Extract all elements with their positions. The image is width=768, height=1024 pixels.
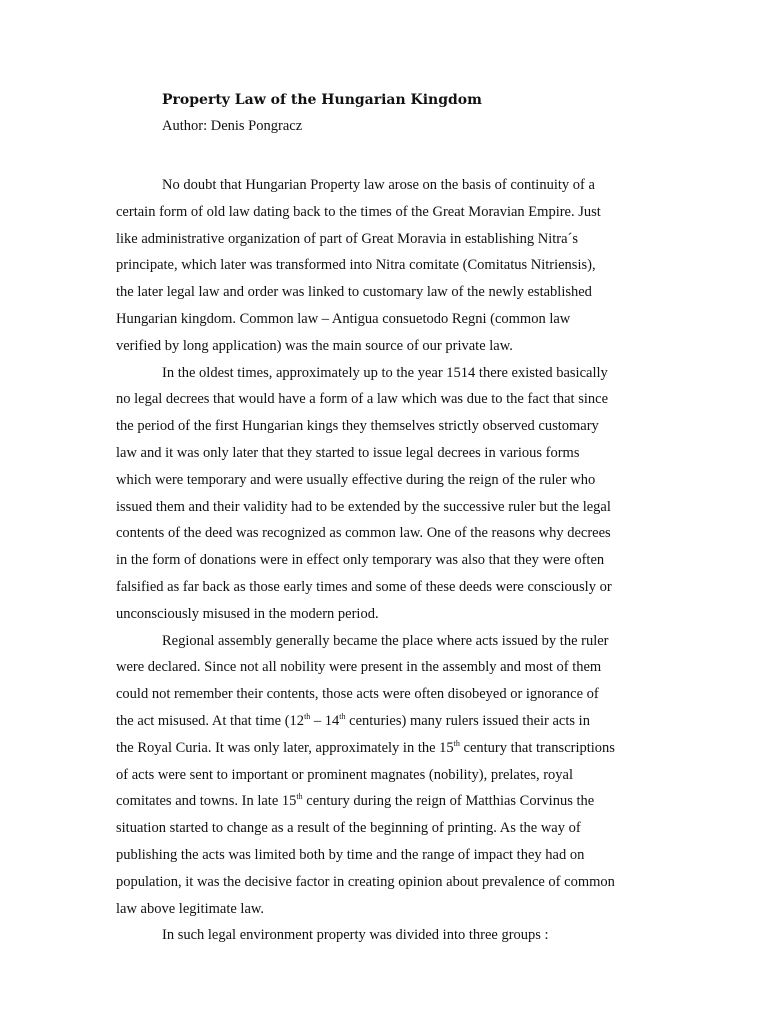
text-line — [116, 815, 656, 842]
text-line — [116, 869, 656, 896]
text-run: publishing the acts was limited both by time and the range of impact they had on — [116, 846, 585, 863]
text-run: No doubt that Hungarian Property law arose on the basis of continuity of a — [162, 177, 595, 193]
text-line — [116, 896, 656, 923]
text-run: population, it was the decisive factor in creating opinion about prevalence of common — [116, 873, 615, 890]
text-run: unconsciously misused in the modern period. — [116, 605, 379, 622]
text-line — [116, 547, 656, 574]
text-run: centuries) many rulers issued their acts in — [345, 712, 590, 729]
document-body — [116, 172, 656, 949]
text-line — [116, 601, 656, 628]
text-run: issued them and their validity had to be extended by the successive ruler but the legal — [116, 498, 611, 515]
text-run: In the oldest times, approximately up to the year 1514 there existed basically — [162, 364, 608, 381]
text-run: situation started to change as a result of the beginning of printing. As the way of — [116, 820, 581, 837]
text-run: like administrative organization of part of Great Moravia in establishing Nitra´s — [116, 230, 578, 247]
text-run: contents of the deed was recognized as common law. One of the reasons why decrees — [116, 525, 611, 542]
text-run: Hungarian kingdom. Common law – Antigua consuetodo Regni (common law — [116, 310, 571, 327]
text-line — [116, 762, 656, 789]
text-line — [116, 440, 656, 467]
text-line — [116, 306, 656, 333]
text-run: – 14 — [310, 712, 340, 729]
text-run: certain form of old law dating back to the times of the Great Moravian Empire. Just — [116, 203, 601, 220]
text-run: the period of the first Hungarian kings they themselves strictly observed customary — [116, 418, 599, 435]
text-line — [116, 922, 656, 949]
text-line — [116, 333, 656, 360]
text-run: of acts were sent to important or prominent magnates (nobility), prelates, royal — [116, 766, 574, 783]
text-run: which were temporary and were usually effective during the reign of the ruler who — [116, 471, 596, 488]
text-run: no legal decrees that would have a form of a law which was due to the fact that since — [116, 391, 609, 408]
text-run: law and it was only later that they started to issue legal decrees in various forms — [116, 444, 580, 461]
text-run: could not remember their contents, those acts were often disobeyed or ignorance of — [116, 686, 599, 703]
text-line — [116, 494, 656, 521]
text-line — [116, 708, 656, 735]
text-run: comitates and towns. In late 15 — [116, 793, 297, 810]
text-line — [116, 654, 656, 681]
text-line — [116, 360, 656, 387]
text-line — [116, 628, 656, 655]
text-run: Regional assembly generally became the place where acts issued by the ruler — [162, 632, 609, 649]
text-run: law above legitimate law. — [116, 900, 265, 917]
text-line — [116, 226, 656, 253]
document-title: Property Law of the Hungarian Kingdom — [162, 92, 482, 108]
text-run: the Royal Curia. It was only later, approximately in the 15 — [116, 739, 454, 756]
text-line — [116, 252, 656, 279]
text-run: in the form of donations were in effect only temporary was also that they were often — [116, 552, 605, 569]
text-line — [116, 574, 656, 601]
text-run: principate, which later was transformed into Nitra comitate (Comitatus Nitriensis), — [116, 257, 596, 274]
text-line — [116, 413, 656, 440]
superscript: th — [296, 792, 303, 802]
text-line — [116, 735, 656, 762]
text-line — [116, 199, 656, 226]
text-line — [116, 842, 656, 869]
text-line — [116, 520, 656, 547]
text-run: falsified as far back as those early times and some of these deeds were consciously or — [116, 578, 612, 595]
text-line — [116, 681, 656, 708]
superscript: th — [304, 711, 311, 721]
text-line — [116, 788, 656, 815]
text-line — [116, 279, 656, 306]
text-run: verified by long application) was the main source of our private law. — [116, 337, 513, 354]
text-run: In such legal environment property was divided into three groups : — [162, 927, 549, 944]
text-run: the later legal law and order was linked to customary law of the newly established — [116, 284, 592, 301]
text-run: century during the reign of Matthias Corvinus the — [302, 793, 595, 810]
text-line — [116, 172, 656, 199]
document-author: Author: Denis Pongracz — [162, 118, 303, 134]
text-run: century that transcriptions — [459, 739, 615, 756]
text-line — [116, 386, 656, 413]
text-run: were declared. Since not all nobility were present in the assembly and most of them — [116, 659, 602, 676]
superscript: th — [453, 738, 460, 748]
text-run: the act misused. At that time (12 — [116, 712, 305, 729]
superscript: th — [339, 711, 346, 721]
text-line — [116, 467, 656, 494]
